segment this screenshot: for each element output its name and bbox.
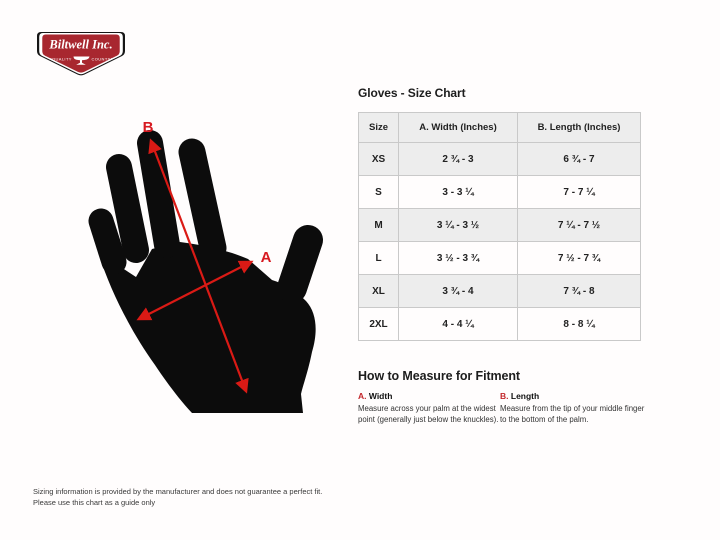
disclaimer-line-1: Sizing information is provided by the manufacturer and does not guarantee a perfect fit. — [33, 487, 323, 496]
logo-tagline-quality: "QUALITY — [50, 56, 72, 62]
table-row — [359, 176, 641, 209]
length-cell: 7 ¼ - 7 ½ — [518, 209, 641, 242]
size-cell: XS — [359, 143, 399, 176]
column-header-length: B. Length (Inches) — [518, 113, 641, 143]
size-cell: M — [359, 209, 399, 242]
length-cell: 7 - 7 ¼ — [518, 176, 641, 209]
biltwell-logo — [36, 31, 126, 77]
table-row — [359, 308, 641, 341]
measure-width-text: Measure across your palm at the widest point (generally just below the knuckles). — [358, 404, 499, 424]
width-cell: 4 - 4 ¼ — [399, 308, 518, 341]
measure-key-b: B. — [500, 391, 509, 401]
table-row — [359, 275, 641, 308]
measure-length-heading — [500, 391, 650, 401]
width-cell: 3 ½ - 3 ¾ — [399, 242, 518, 275]
label-a: A — [260, 249, 272, 266]
table-row — [359, 242, 641, 275]
length-cell: 8 - 8 ¼ — [518, 308, 641, 341]
measure-length-text: Measure from the tip of your middle finger to the bottom of the palm. — [500, 404, 645, 424]
disclaimer — [33, 486, 322, 509]
size-chart-title: Gloves - Size Chart — [358, 86, 466, 100]
length-cell: 6 ¾ - 7 — [518, 143, 641, 176]
size-cell: S — [359, 176, 399, 209]
logo-tagline-counts: COUNTS" — [91, 56, 113, 62]
length-cell: 7 ¾ - 8 — [518, 275, 641, 308]
table-row — [359, 143, 641, 176]
label-b: B — [142, 119, 154, 136]
measure-section-title: How to Measure for Fitment — [358, 369, 520, 383]
column-header-size: Size — [359, 113, 399, 143]
length-cell: 7 ½ - 7 ¾ — [518, 242, 641, 275]
width-cell: 3 - 3 ¼ — [399, 176, 518, 209]
table-header-row — [359, 113, 641, 143]
disclaimer-line-2: Please use this chart as a guide only — [33, 498, 156, 508]
measure-label-width: Width — [368, 391, 393, 401]
logo-brand-text: Biltwell Inc. — [49, 37, 113, 52]
measure-instructions — [358, 391, 650, 426]
size-cell: L — [359, 242, 399, 275]
hand-measurement-diagram — [50, 95, 350, 430]
measure-key-a: A. — [358, 391, 367, 401]
width-cell: 2 ¾ - 3 — [399, 143, 518, 176]
width-cell: 3 ¾ - 4 — [399, 275, 518, 308]
measure-width-column — [358, 391, 500, 426]
width-cell: 3 ¼ - 3 ½ — [399, 209, 518, 242]
size-chart-table — [358, 112, 641, 341]
size-cell: XL — [359, 275, 399, 308]
measure-length-column — [500, 391, 650, 426]
hand-silhouette — [98, 143, 316, 413]
measure-label-length: Length — [510, 391, 540, 401]
measure-width-heading — [358, 391, 500, 401]
column-header-width: A. Width (Inches) — [399, 113, 518, 143]
size-cell: 2XL — [359, 308, 399, 341]
table-row — [359, 209, 641, 242]
